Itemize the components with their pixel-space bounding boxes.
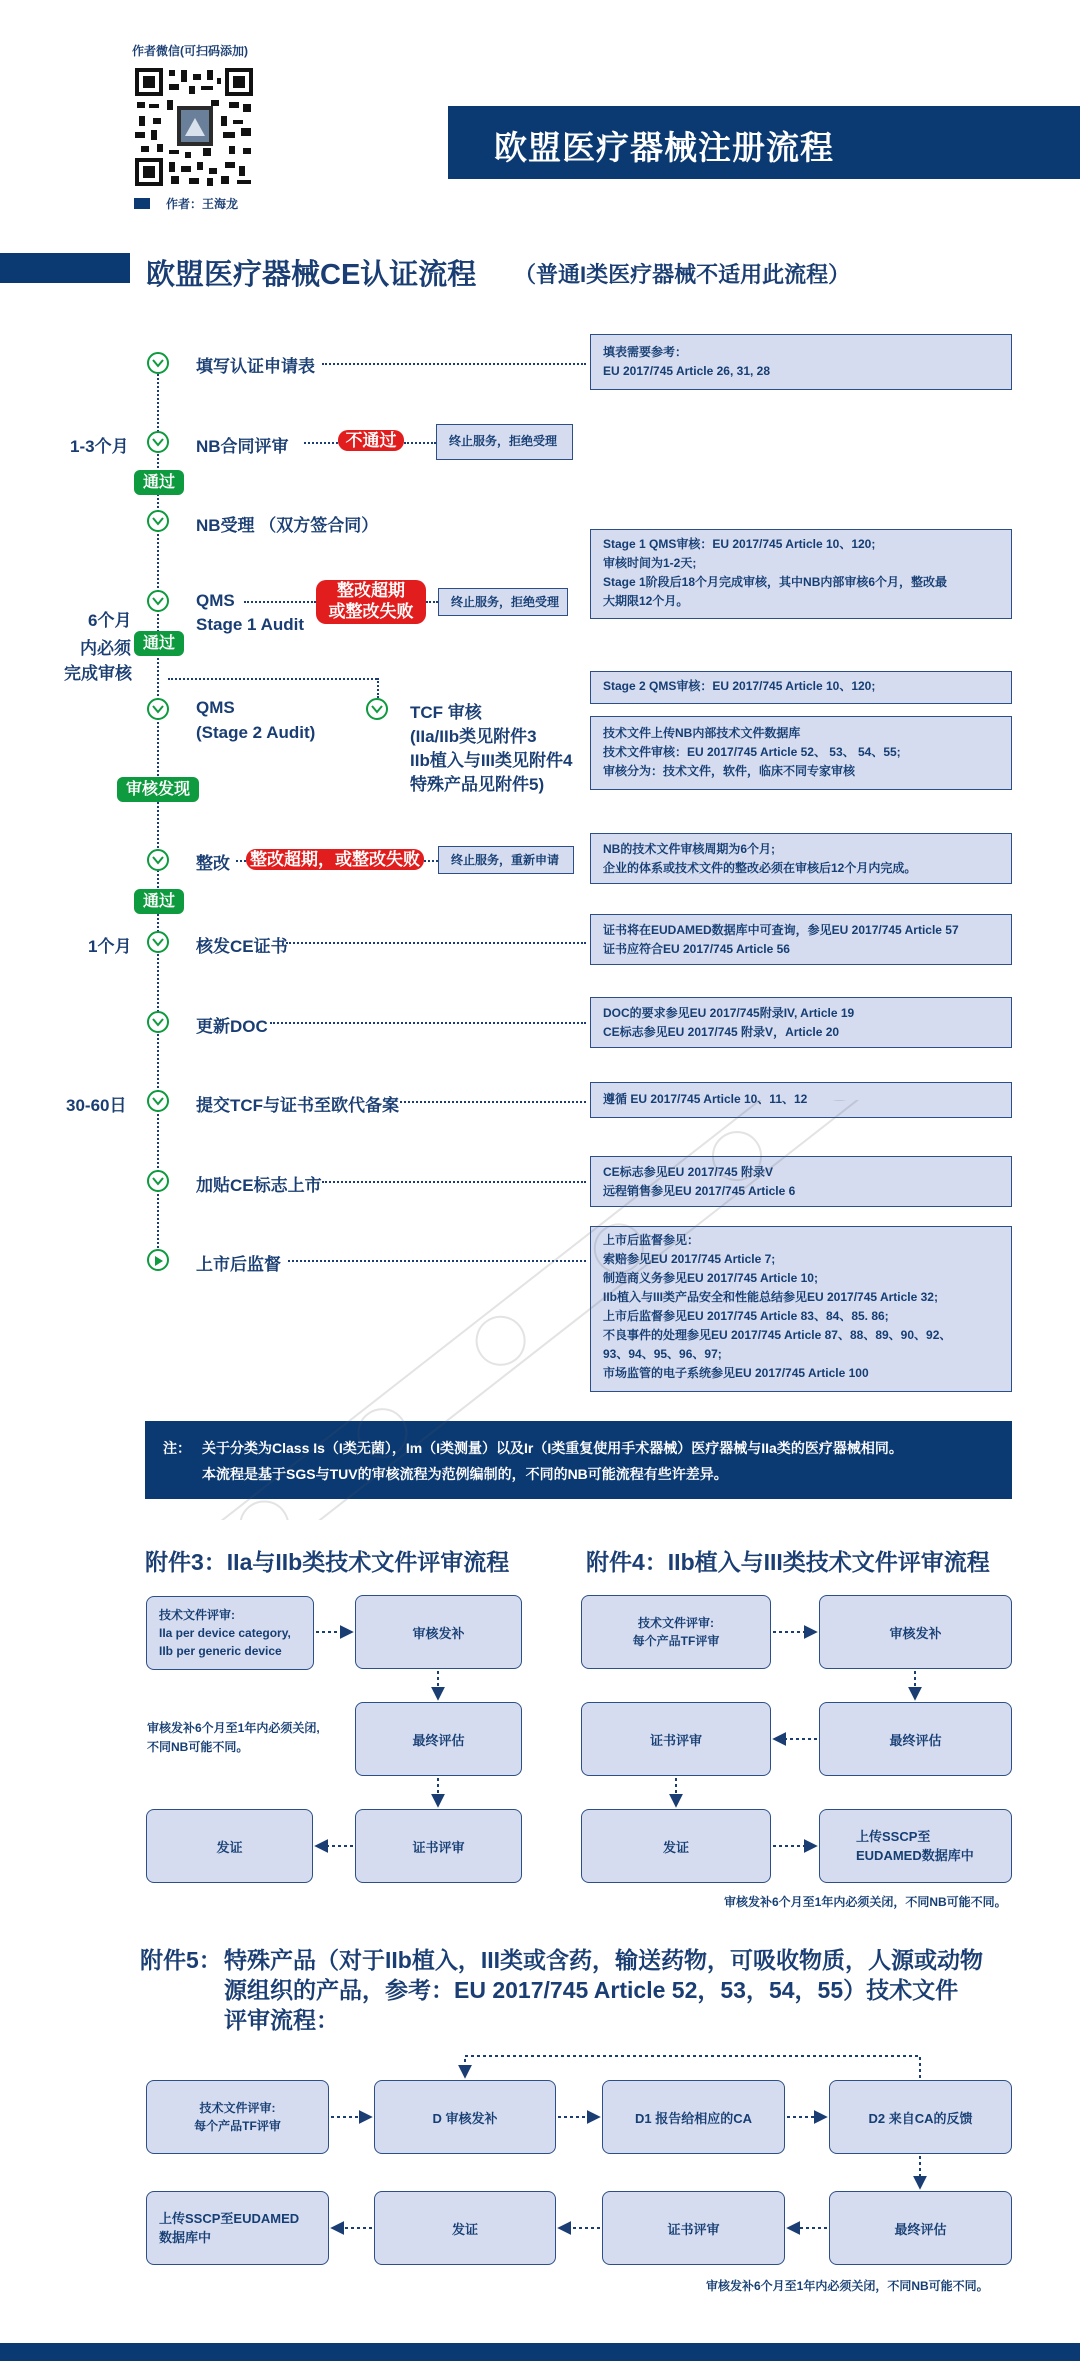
time-label-6: 30-60日 xyxy=(66,1096,127,1115)
annex3-issue: 发证 xyxy=(146,1809,313,1883)
annex5-note: 审核发补6个月至1年内必须关闭，不同NB可能不同。 xyxy=(706,2279,989,2293)
time-label-5: 1个月 xyxy=(88,937,132,956)
step-submit-tcf: 提交TCF与证书至欧代备案 xyxy=(196,1096,400,1115)
step-nb-accept: NB受理 （双方签合同） xyxy=(196,516,379,535)
step-apply: 填写认证申请表 xyxy=(196,357,315,376)
time-label-2: 6个月 xyxy=(88,611,132,630)
ref-box-cert: 证书将在EUDAMED数据库中可查询，参见EU 2017/745 Article 57 证书应符合EU 2017/745 Article 56 xyxy=(590,914,1012,965)
step-ce-mark: 加贴CE标志上市 xyxy=(196,1176,322,1195)
annex3-note-1: 审核发补6个月至1年内必须关闭, xyxy=(147,1721,320,1735)
annex5-title-1: 特殊产品（对于IIb植入，III类或含药，输送药物，可吸收物质，人源或动物 xyxy=(224,1947,983,1973)
stop-box-1: 终止服务，拒绝受理 xyxy=(436,424,573,460)
annex4-review-supplement: 审核发补 xyxy=(819,1595,1012,1669)
annex3-title: 附件3：IIa与IIb类技术文件评审流程 xyxy=(145,1549,510,1575)
footer-bar xyxy=(0,2343,1080,2361)
note-line-1: 关于分类为Class Is（I类无菌），Im（I类测量）以及Ir（I类重复使用手术器械）医疗器械与IIa类的医疗器械相同。 xyxy=(202,1440,903,1456)
annex5-cert-review: 证书评审 xyxy=(602,2191,785,2265)
step-issue-cert: 核发CE证书 xyxy=(196,937,288,956)
step-rectify: 整改 xyxy=(196,854,230,873)
step-tcf: TCF 审核 xyxy=(410,703,482,722)
step-stage2: (Stage 2 Audit) xyxy=(196,723,316,742)
annex5-d-review: D 审核发补 xyxy=(374,2080,556,2154)
annex5-title-prefix: 附件5： xyxy=(140,1947,222,1973)
ref-box-rectify: NB的技术文件审核周期为6个月; 企业的体系或技术文件的整改必须在审核后12个月内完成。 xyxy=(590,833,1012,884)
wechat-label: 作者微信(可扫码添加) xyxy=(132,44,248,58)
step-contract-review: NB合同评审 xyxy=(196,437,289,456)
time-label-4: 完成审核 xyxy=(64,664,132,683)
annex4-tf-review: 技术文件评审: 每个产品TF评审 xyxy=(581,1595,771,1669)
rectify-fail-badge: 整改超期，或整改失败 xyxy=(246,849,424,870)
fail-badge: 不通过 xyxy=(338,430,404,451)
ref-box-pms: 上市后监督参见： 索赔参见EU 2017/745 Article 7; 制造商义务参见EU 2017/745 Article 10; IIb植入与III类产品安全和性能总结参见EU 2017/745 Article 32; 上市后监督参见EU 2017/745 Article 83、84、85. 86; 不良事件的处理参见EU 2017/745 Article 87、88、89、90、92、 93、94、95、96、97; 市场监管的电子系统参见EU 2017/745 Article 100 xyxy=(590,1226,1012,1392)
annex4-upload-sscp: 上传SSCP至 EUDAMED数据库中 xyxy=(819,1809,1012,1883)
ref-box-tcf: 技术文件上传NB内部技术文件数据库 技术文件审核：EU 2017/745 Article 52、 53、 54、55; 审核分为：技术文件，软件，临床不同专家审核 xyxy=(590,716,1012,790)
annex5-final-eval: 最终评估 xyxy=(829,2191,1012,2265)
annex3-review-supplement: 审核发补 xyxy=(355,1595,522,1669)
annex4-title: 附件4：IIb植入与III类技术文件评审流程 xyxy=(586,1549,990,1575)
pass-badge-1: 通过 xyxy=(134,470,184,495)
section-subtitle: （普通I类医疗器械不适用此流程） xyxy=(514,262,851,287)
step-qms-2: QMS xyxy=(196,698,235,717)
overdue-badge: 整改超期 或整改失败 xyxy=(316,580,426,624)
annex5-upload-sscp: 上传SSCP至EUDAMED 数据库中 xyxy=(146,2191,329,2265)
stop-box-2: 终止服务，拒绝受理 xyxy=(438,588,568,616)
pass-badge-3: 通过 xyxy=(134,889,184,914)
banner-title: 欧盟医疗器械注册流程 xyxy=(494,129,834,166)
annex5-title-3: 评审流程： xyxy=(224,2007,339,2033)
annex4-cert-review: 证书评审 xyxy=(581,1702,771,1776)
ref-box-stage1: Stage 1 QMS审核：EU 2017/745 Article 10、120; 审核时间为1-2天; Stage 1阶段后18个月完成审核，其中NB内部审核6个月，整改最 大期限12个月。 xyxy=(590,529,1012,619)
section-title: 欧盟医疗器械CE认证流程 xyxy=(146,259,477,291)
annex5-tf-review: 技术文件评审: 每个产品TF评审 xyxy=(146,2080,329,2154)
time-label-1: 1-3个月 xyxy=(70,437,129,456)
annex5-issue: 发证 xyxy=(374,2191,556,2265)
annex4-final-eval: 最终评估 xyxy=(819,1702,1012,1776)
annex3-tf-review: 技术文件评审: IIa per device category, IIb per generic device xyxy=(146,1596,314,1670)
annex3-final-eval: 最终评估 xyxy=(355,1702,522,1776)
annex5-d1-report: D1 报告给相应的CA xyxy=(602,2080,785,2154)
ref-box-submit: 遵循 EU 2017/745 Article 10、11、12 xyxy=(590,1082,1012,1118)
step-tcf-annex4: IIb植入与III类见附件4 xyxy=(410,751,573,770)
annex4-note: 审核发补6个月至1年内必须关闭，不同NB可能不同。 xyxy=(724,1895,1007,1909)
annex5-d2-feedback: D2 来自CA的反馈 xyxy=(829,2080,1012,2154)
finding-badge: 审核发现 xyxy=(117,777,199,802)
annex5-title-2: 源组织的产品，参考：EU 2017/745 Article 52，53，54，55）技术文件 xyxy=(224,1977,959,2003)
step-tcf-annex5: 特殊产品见附件5) xyxy=(410,775,545,794)
step-pms: 上市后监督 xyxy=(196,1255,281,1274)
annex3-note-2: 不同NB可能不同。 xyxy=(147,1740,249,1754)
step-stage1: Stage 1 Audit xyxy=(196,615,304,634)
ref-box-apply: 填表需要参考： EU 2017/745 Article 26, 31, 28 xyxy=(590,334,1012,390)
stop-box-3: 终止服务，重新申请 xyxy=(438,846,574,874)
annex4-issue: 发证 xyxy=(581,1809,771,1883)
time-label-3: 内必须 xyxy=(80,639,131,658)
ref-box-stage2: Stage 2 QMS审核：EU 2017/745 Article 10、120; xyxy=(590,671,1012,704)
note-label: 注： xyxy=(163,1440,191,1456)
author-label: 作者：王海龙 xyxy=(166,197,239,211)
pass-badge-2: 通过 xyxy=(134,631,184,656)
step-tcf-annex3: (IIa/IIb类见附件3 xyxy=(410,727,537,746)
step-update-doc: 更新DOC xyxy=(196,1017,268,1036)
ref-box-doc: DOC的要求参见EU 2017/745附录IV, Article 19 CE标志参见EU 2017/745 附录V，Article 20 xyxy=(590,997,1012,1048)
ref-box-ce-mark: CE标志参见EU 2017/745 附录V 远程销售参见EU 2017/745 Article 6 xyxy=(590,1156,1012,1207)
step-qms-1: QMS xyxy=(196,591,235,610)
annex3-cert-review: 证书评审 xyxy=(355,1809,522,1883)
note-line-2: 本流程是基于SGS与TUV的审核流程为范例编制的，不同的NB可能流程有些许差异。 xyxy=(202,1466,728,1482)
